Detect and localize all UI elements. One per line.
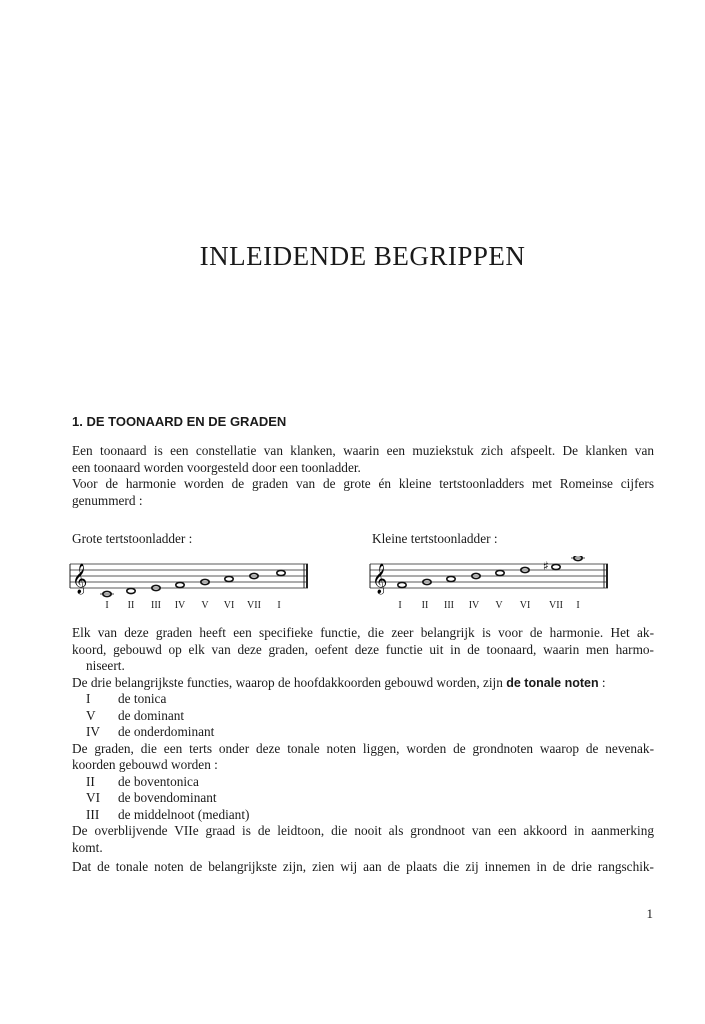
secondary-intro-line: De graden, die een terts onder deze tonale noten liggen, worden de grondnoten waarop de nevenak-	[72, 740, 654, 756]
list-label: de tonica	[118, 691, 167, 706]
list-label: de onderdominant	[118, 724, 215, 739]
degree-label: V	[201, 600, 209, 611]
page-title: INLEIDENDE BEGRIPPEN	[199, 241, 526, 271]
sharp-icon: ♯	[543, 559, 549, 573]
major-scale-staff	[68, 556, 318, 598]
list-label: de middelnoot (mediant)	[118, 806, 250, 822]
degree-label: II	[127, 600, 135, 611]
treble-clef-icon: 𝄞	[372, 564, 388, 594]
intro-line: genummerd :	[72, 492, 143, 508]
scale-notes	[398, 556, 582, 588]
list-item	[72, 774, 654, 791]
scale-notes	[103, 570, 285, 596]
tonal-intro-end: :	[598, 674, 606, 690]
function-line: Elk van deze graden heeft een specifieke functie, die zeer belangrijk is voor de harmonie. Het ak-	[72, 625, 654, 640]
list-numeral: V	[86, 707, 96, 723]
degree-label: III	[444, 600, 454, 611]
degree-label: I	[105, 600, 109, 611]
list-item	[72, 691, 654, 708]
list-label: de boventonica	[118, 773, 199, 789]
leading-tone-line: De overblijvende VIIe graad is de leidtoon, die nooit als grondnoot van een akkoord in aanmerking	[72, 823, 654, 838]
tonal-intro-text: De drie belangrijkste functies, waarop de hoofdakkoorden gebouwd worden, zijn	[72, 674, 507, 690]
degree-label: II	[421, 600, 429, 611]
major-scale-label: Grote tertstoonladder :	[72, 531, 193, 546]
list-label: de bovendominant	[118, 790, 217, 805]
intro-line: een toonaard worden voorgesteld door een toonladder.	[72, 459, 361, 475]
tonal-notes-term: de tonale noten	[506, 675, 599, 690]
secondary-intro-line: koorden gebouwd worden :	[72, 757, 218, 772]
degree-label: IV	[174, 600, 186, 611]
list-label: de dominant	[118, 707, 185, 723]
degree-label: III	[151, 600, 161, 611]
staff-lines	[70, 564, 308, 588]
degree-label: VI	[223, 600, 235, 611]
list-item	[72, 807, 654, 824]
intro-paragraph	[72, 443, 654, 509]
degree-label: I	[576, 600, 580, 611]
list-numeral: I	[86, 691, 91, 706]
list-numeral: II	[86, 773, 95, 789]
list-numeral: VI	[86, 790, 101, 805]
section-heading: 1. DE TOONAARD EN DE GRADEN	[72, 414, 287, 429]
degree-label: VI	[519, 600, 531, 611]
leading-tone-line: komt.	[72, 839, 103, 855]
body-text	[72, 625, 654, 876]
treble-clef-icon: 𝄞	[72, 564, 88, 594]
degree-label: V	[495, 600, 503, 611]
function-line: koord, gebouwd op elk van deze graden, oefent deze functie uit in de toonaard, waarin men harmo-	[72, 641, 654, 657]
intro-line: Een toonaard is een constellatie van klanken, waarin een muziekstuk zich afspeelt. De klanken van	[72, 443, 654, 458]
tonal-notes-intro	[72, 675, 654, 692]
intro-line: Voor de harmonie worden de graden van de grote én kleine tertstoonladders met Romeinse cijfers	[72, 476, 654, 491]
last-line: Dat de tonale noten de belangrijkste zijn, zien wij aan de plaats die zij innemen in de drie rangschik-	[72, 859, 654, 874]
list-item	[72, 724, 654, 741]
page-number: 1	[646, 906, 653, 921]
list-item	[72, 790, 654, 807]
minor-scale-label: Kleine tertstoonladder :	[372, 531, 498, 546]
list-numeral: III	[86, 806, 100, 822]
function-line: niseert.	[86, 658, 125, 673]
degree-label: VII	[549, 600, 563, 611]
degree-label: I	[277, 600, 281, 611]
degree-label: VII	[247, 600, 261, 611]
minor-scale-staff	[368, 556, 618, 598]
degree-label: I	[398, 600, 402, 611]
list-item	[72, 708, 654, 725]
list-numeral: IV	[86, 724, 101, 739]
degree-label: IV	[468, 600, 480, 611]
